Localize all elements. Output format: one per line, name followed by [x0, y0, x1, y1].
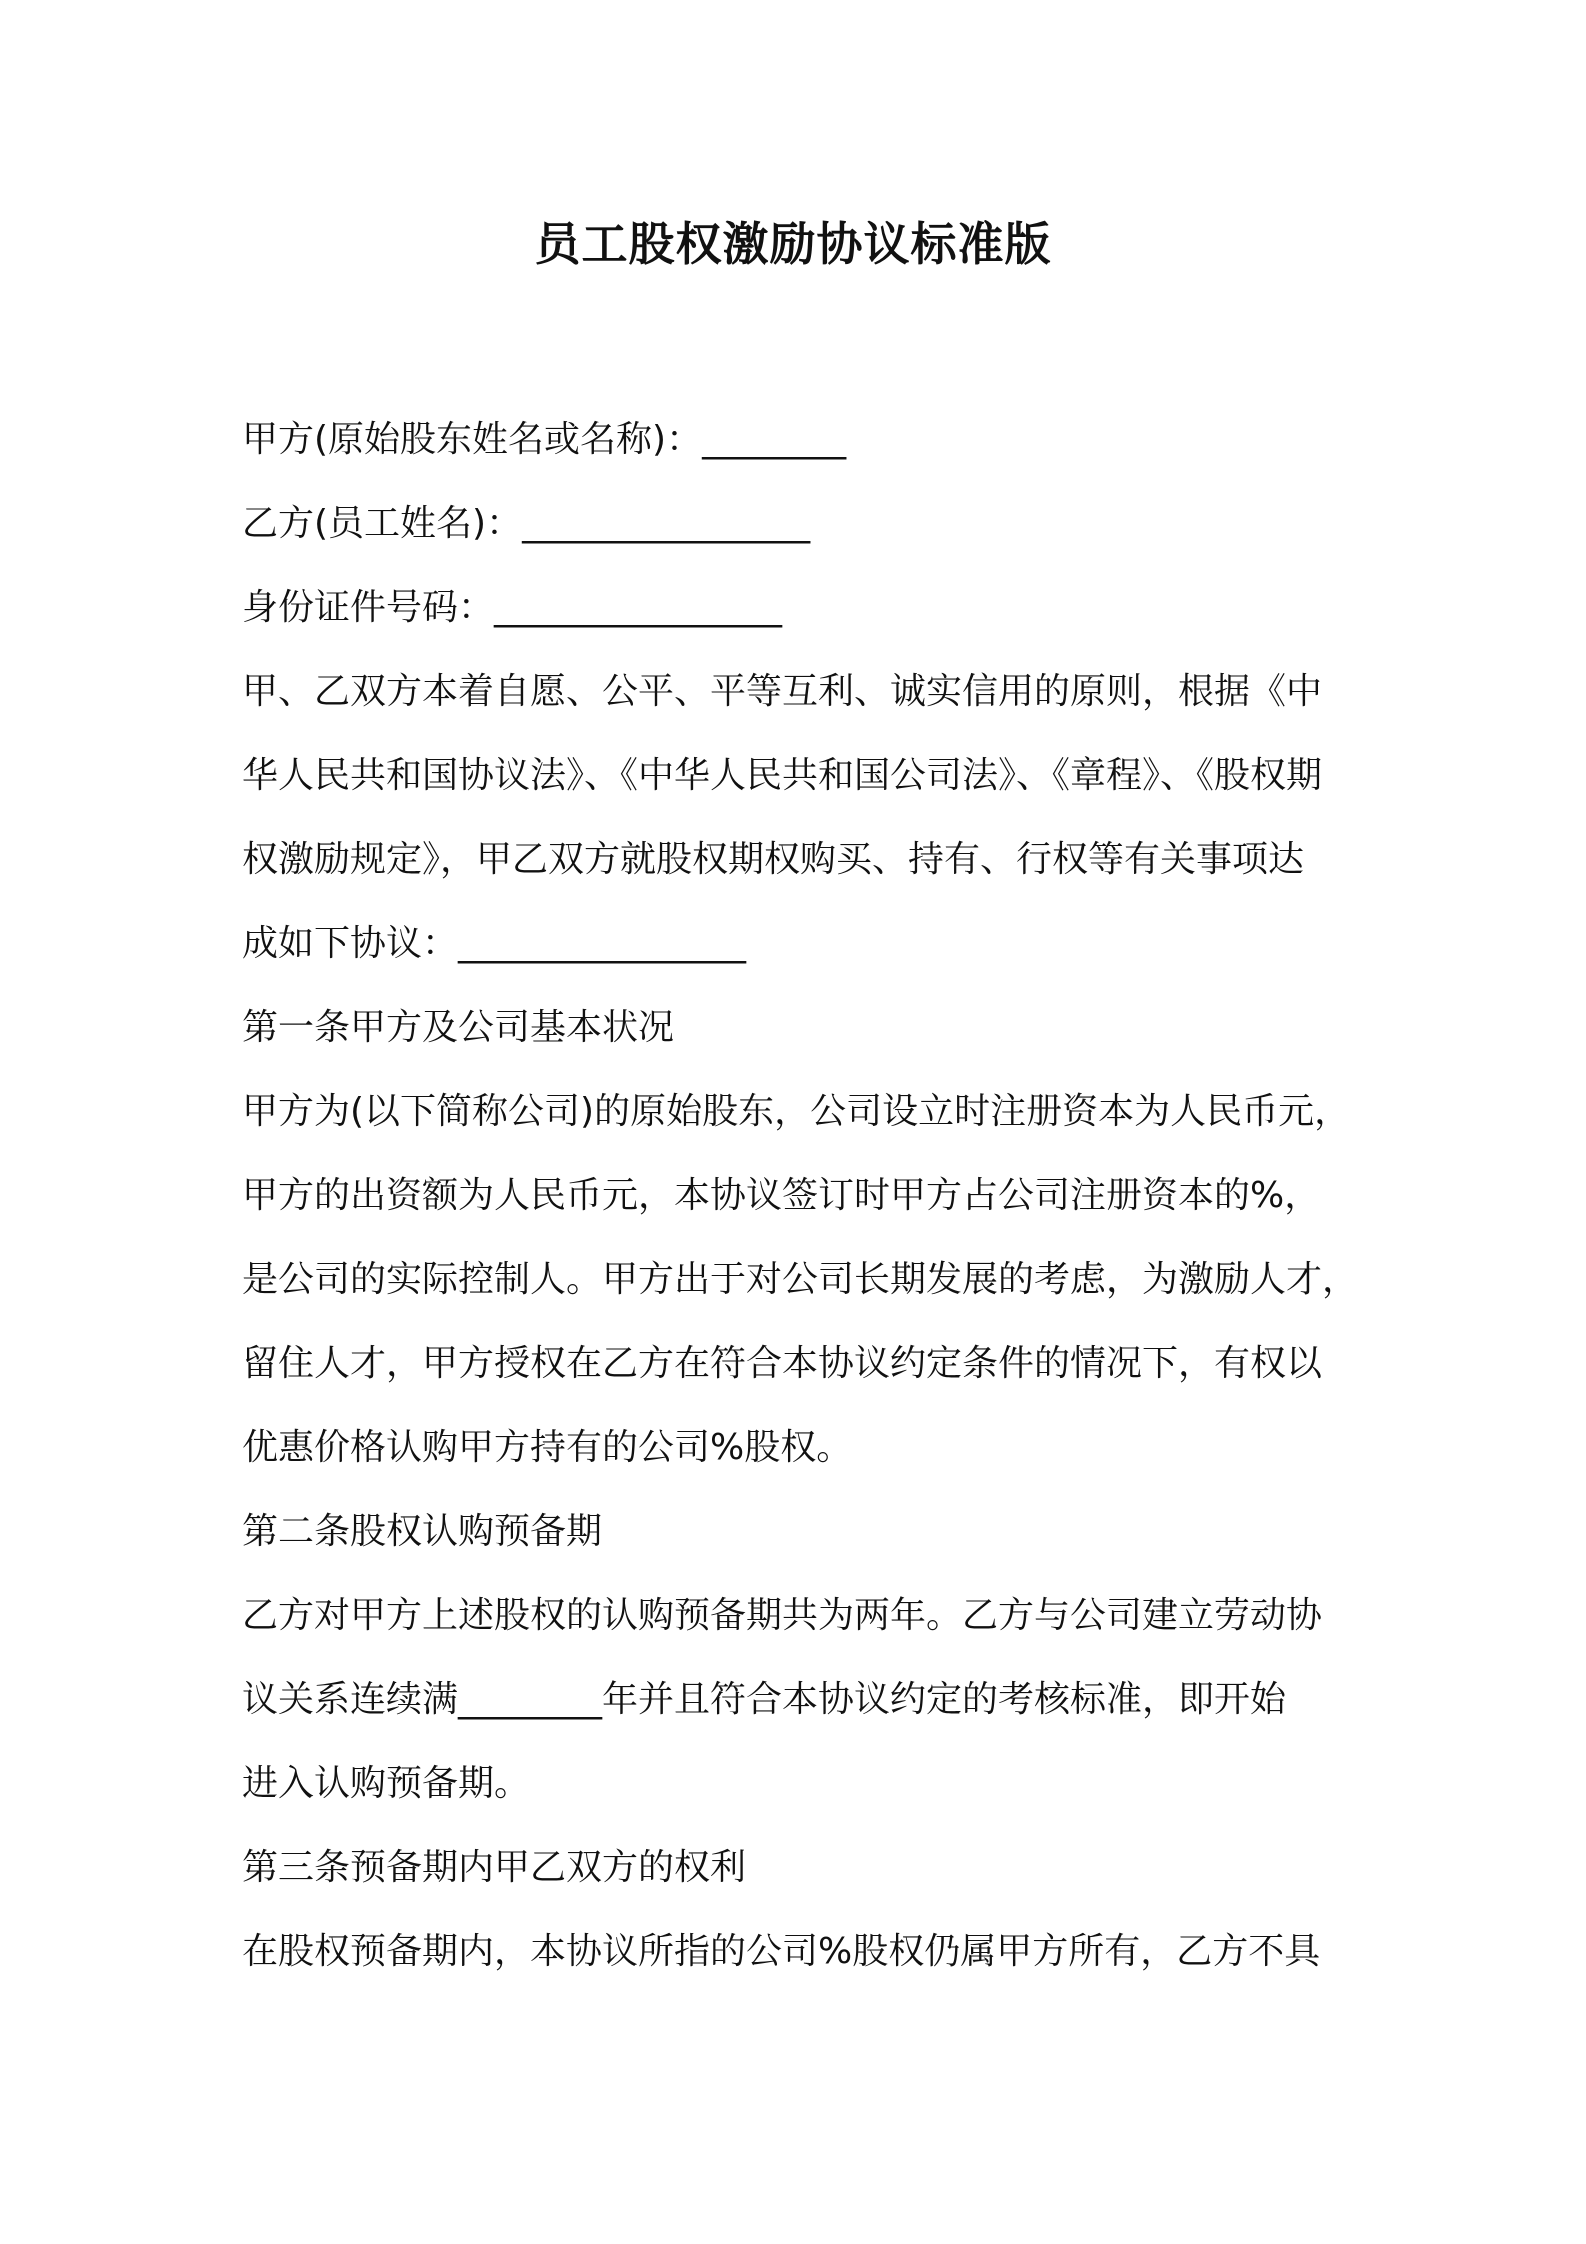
preamble-line: 权激励规定》，甲乙双方就股权期权购买、持有、行权等有关事项达 — [242, 839, 1305, 880]
article-1-text-line: 留住人才，甲方授权在乙方在符合本协议约定条件的情况下，有权以 — [242, 1343, 1323, 1384]
article-1-text-line: 是公司的实际控制人。甲方出于对公司长期发展的考虑，为激励人才， — [242, 1259, 1359, 1300]
article-1-text-line: 甲方为(以下简称公司)的原始股东，公司设立时注册资本为人民币元， — [242, 1091, 1351, 1132]
preamble-line: 成如下协议：________________ — [242, 923, 747, 964]
article-1-text-line: 甲方的出资额为人民币元，本协议签订时甲方占公司注册资本的%， — [242, 1175, 1321, 1216]
article-1-heading: 第一条甲方及公司基本状况 — [242, 1007, 675, 1048]
preamble-line: 华人民共和国协议法》、《中华人民共和国公司法》、《章程》、《股权期 — [242, 755, 1323, 796]
article-3-heading: 第三条预备期内甲乙双方的权利 — [242, 1847, 747, 1888]
article-3-text-line: 在股权预备期内，本协议所指的公司%股权仍属甲方所有，乙方不具 — [242, 1931, 1321, 1972]
preamble-line: 甲、乙双方本着自愿、公平、平等互利、诚实信用的原则，根据《中 — [242, 671, 1323, 712]
party-a-line: 甲方(原始股东姓名或名称)：________ — [242, 419, 847, 460]
article-2-text-line: 议关系连续满________年并且符合本协议约定的考核标准，即开始 — [242, 1679, 1287, 1720]
document-body — [242, 398, 1362, 1994]
article-2-heading: 第二条股权认购预备期 — [242, 1511, 603, 1552]
document-title: 员工股权激励协议标准版 — [534, 217, 1052, 271]
party-b-line: 乙方(员工姓名)：________________ — [242, 503, 811, 544]
article-1-text-line: 优惠价格认购甲方持有的公司%股权。 — [242, 1427, 853, 1468]
id-number-line: 身份证件号码：________________ — [242, 587, 783, 628]
article-2-text-line: 乙方对甲方上述股权的认购预备期共为两年。乙方与公司建立劳动协 — [242, 1595, 1323, 1636]
article-2-text-line: 进入认购预备期。 — [242, 1763, 531, 1804]
